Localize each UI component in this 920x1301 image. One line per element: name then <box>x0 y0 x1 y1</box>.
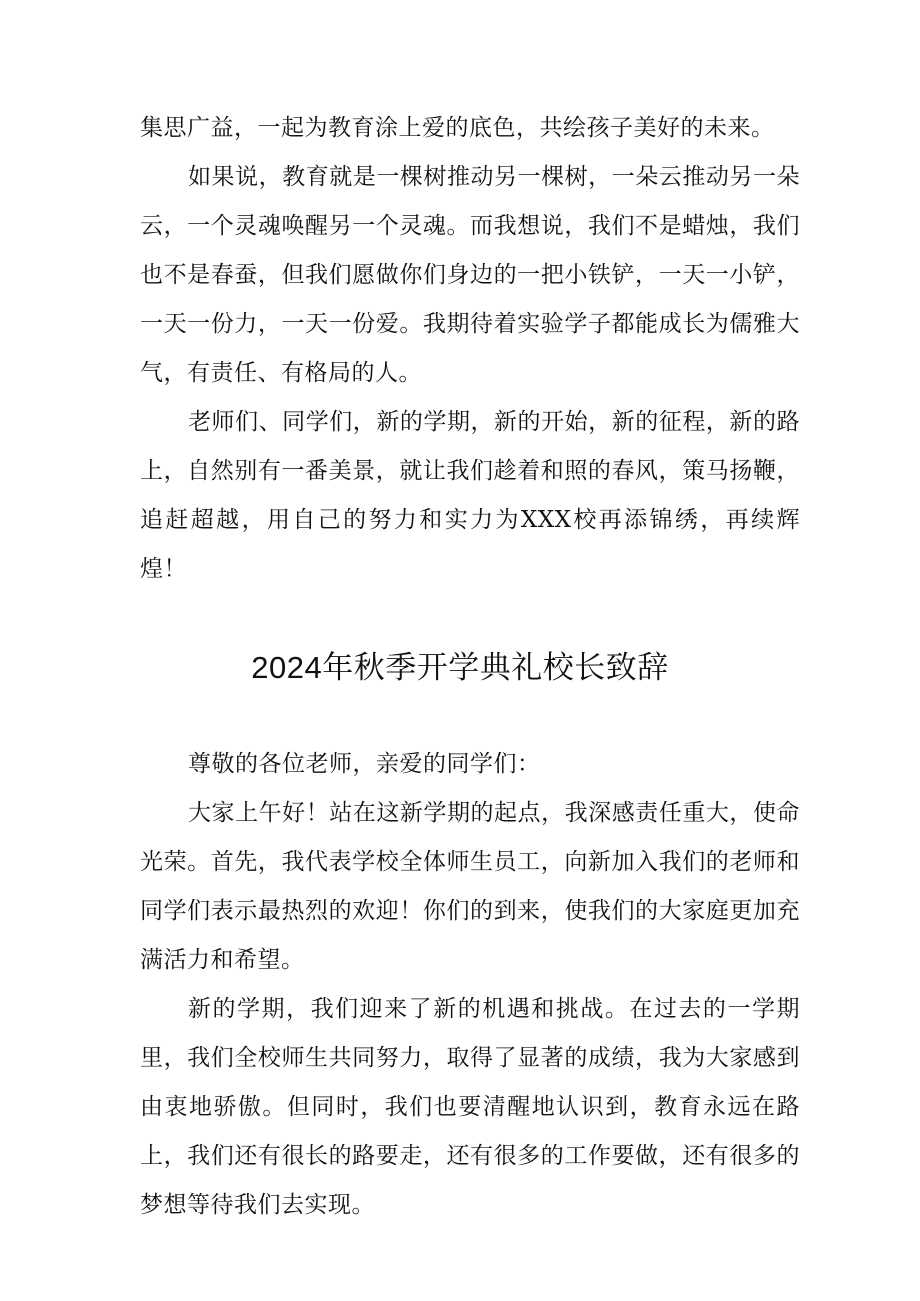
paragraph-welcome: 大家上午好！站在这新学期的起点，我深感责任重大，使命光荣。首先，我代表学校全体师生员工，向新加入我们的老师和同学们表示最热烈的欢迎！你们的到来，使我们的大家庭更加充满活力和希望。 <box>140 800 800 973</box>
speech-section-continued <box>140 985 800 1230</box>
paragraph-continued-end: 集思广益，一起为教育涂上爱的底色，共绘孩子美好的未来。 <box>140 115 775 141</box>
paragraph-education-metaphor: 如果说，教育就是一棵树推动另一棵树，一朵云推动另一朵云，一个灵魂唤醒另一个灵魂。而我想说，我们不是蜡烛，我们也不是春蚕，但我们愿做你们身边的一把小铁铲，一天一小铲，一天一份力，一天一份爱。我期待着实验学子都能成长为儒雅大气，有责任、有格局的人。 <box>140 164 800 386</box>
salutation: 尊敬的各位老师，亲爱的同学们： <box>188 751 541 777</box>
paragraph-new-semester: 新的学期，我们迎来了新的机遇和挑战。在过去的一学期里，我们全校师生共同努力，取得了显著的成绩，我为大家感到由衷地骄傲。但同时，我们也要清醒地认识到，教育永远在路上，我们还有很长的路要走，还有很多的工作要做，还有很多的梦想等待我们去实现。 <box>140 996 800 1218</box>
speech-section <box>140 740 800 985</box>
speech-title: 2024年秋季开学典礼校长致辞 <box>251 650 669 685</box>
paragraph-closing-wishes: 老师们、同学们，新的学期，新的开始，新的征程，新的路上，自然别有一番美景，就让我们趁着和照的春风，策马扬鞭，追赶超越，用自己的努力和实力为XXX校再添锦绣，再续辉煌！ <box>140 409 800 582</box>
continued-section <box>140 104 800 594</box>
